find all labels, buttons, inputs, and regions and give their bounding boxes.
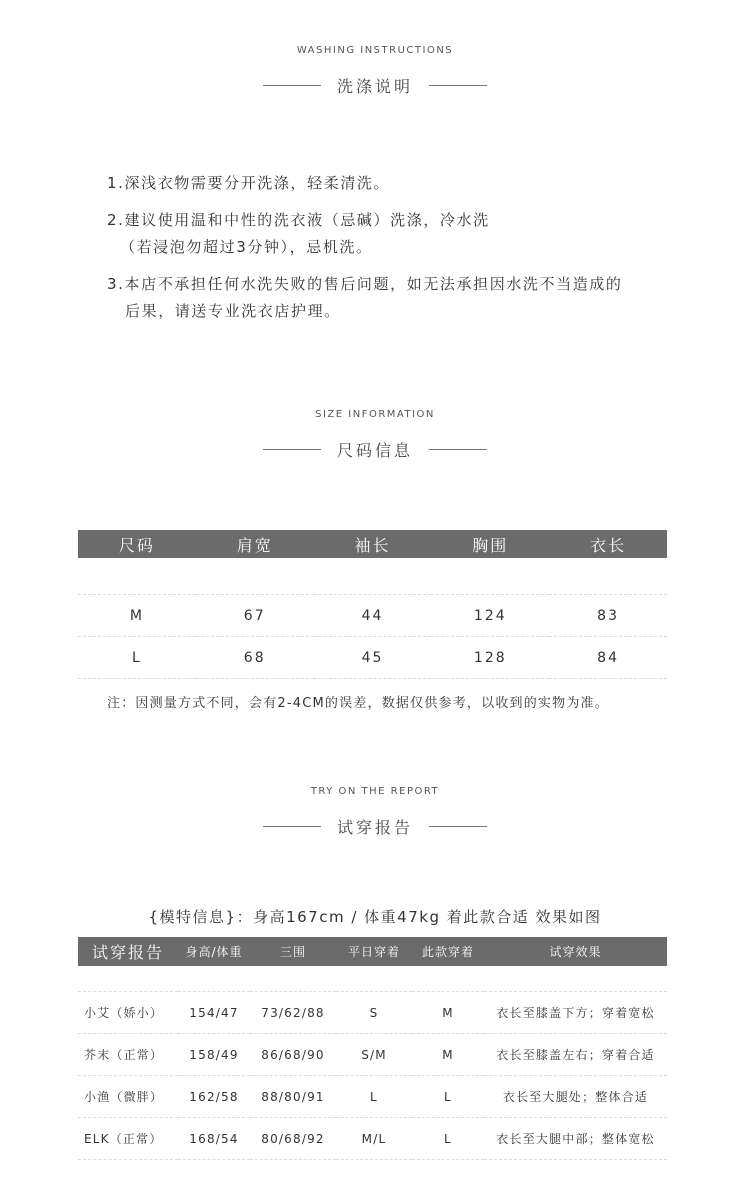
usual-size-cell: S — [336, 992, 412, 1034]
wash-item-2-line-2: （若浸泡勿超过3分钟），忌机洗。 — [120, 238, 373, 256]
model-name-cell: 小艾（娇小） — [78, 992, 178, 1034]
size-header-cell: 肩宽 — [196, 530, 314, 558]
divider-left — [263, 449, 321, 450]
try-header-cell: 三围 — [250, 937, 336, 966]
table-spacer-row — [78, 966, 667, 992]
size-title-row — [0, 438, 750, 461]
sleeve-cell: 44 — [314, 595, 432, 637]
height-weight-cell: 158/49 — [178, 1034, 250, 1076]
table-row — [78, 1034, 667, 1076]
try-on-title-row — [0, 815, 750, 838]
size-header-cell: 尺码 — [78, 530, 196, 558]
size-cn-title: 尺码信息 — [336, 441, 413, 460]
fit-effect-cell: 衣长至膝盖左右；穿着合适 — [484, 1034, 667, 1076]
measurements-cell: 73/62/88 — [250, 992, 336, 1034]
model-info: {模特信息}：身高167cm / 体重47kg 着此款合适 效果如图 — [148, 908, 602, 926]
fit-effect-cell: 衣长至大腿处；整体合适 — [484, 1076, 667, 1118]
try-on-cn-title: 试穿报告 — [336, 818, 413, 837]
try-on-en-title: TRY ON THE REPORT — [310, 786, 440, 797]
size-header-cell: 胸围 — [431, 530, 549, 558]
height-weight-cell: 162/58 — [178, 1076, 250, 1118]
size-en-title: SIZE INFORMATION — [315, 409, 435, 420]
washing-cn-title: 洗涤说明 — [336, 77, 413, 96]
this-size-cell: M — [412, 992, 484, 1034]
this-size-cell: L — [412, 1076, 484, 1118]
sleeve-cell: 45 — [314, 637, 432, 679]
try-header-cell: 试穿效果 — [484, 937, 667, 966]
size-table — [78, 530, 667, 679]
washing-en-title: WASHING INSTRUCTIONS — [296, 45, 454, 56]
size-cell: L — [78, 637, 196, 679]
try-header-cell: 此款穿着 — [412, 937, 484, 966]
size-table-header — [78, 530, 667, 558]
usual-size-cell: L — [336, 1076, 412, 1118]
divider-left — [263, 826, 321, 827]
height-weight-cell: 168/54 — [178, 1118, 250, 1160]
model-name-cell: ELK（正常） — [78, 1118, 178, 1160]
try-table-header — [78, 937, 667, 966]
model-name-cell: 芥末（正常） — [78, 1034, 178, 1076]
try-header-cell: 平日穿着 — [336, 937, 412, 966]
table-row — [78, 1118, 667, 1160]
shoulder-cell: 68 — [196, 637, 314, 679]
wash-item-1: 1.深浅衣物需要分开洗涤，轻柔清洗。 — [107, 174, 391, 192]
table-row — [78, 992, 667, 1034]
try-on-table — [78, 937, 667, 1160]
size-header-cell: 衣长 — [549, 530, 667, 558]
wash-item-3-line-2: 后果，请送专业洗衣店护理。 — [125, 302, 341, 320]
this-size-cell: M — [412, 1034, 484, 1076]
fit-effect-cell: 衣长至大腿中部；整体宽松 — [484, 1118, 667, 1160]
try-header-cell: 身高/体重 — [178, 937, 250, 966]
chest-cell: 124 — [431, 595, 549, 637]
divider-left — [263, 85, 321, 86]
model-name-cell: 小渔（微胖） — [78, 1076, 178, 1118]
height-weight-cell: 154/47 — [178, 992, 250, 1034]
divider-right — [429, 449, 487, 450]
table-row — [78, 595, 667, 637]
measurements-cell: 88/80/91 — [250, 1076, 336, 1118]
length-cell: 84 — [549, 637, 667, 679]
this-size-cell: L — [412, 1118, 484, 1160]
divider-right — [429, 826, 487, 827]
table-spacer-row — [78, 558, 667, 595]
wash-item-2-line-1: 2.建议使用温和中性的洗衣液（忌碱）洗涤，冷水洗 — [107, 211, 490, 229]
wash-item-3-line-1: 3.本店不承担任何水洗失败的售后问题，如无法承担因水洗不当造成的 — [107, 275, 623, 293]
usual-size-cell: M/L — [336, 1118, 412, 1160]
size-header-cell: 袖长 — [314, 530, 432, 558]
length-cell: 83 — [549, 595, 667, 637]
chest-cell: 128 — [431, 637, 549, 679]
size-note: 注：因测量方式不同，会有2-4CM的误差，数据仅供参考，以收到的实物为准。 — [107, 696, 609, 711]
shoulder-cell: 67 — [196, 595, 314, 637]
try-header-cell: 试穿报告 — [78, 937, 178, 966]
washing-instructions — [107, 170, 687, 325]
divider-right — [429, 85, 487, 86]
measurements-cell: 80/68/92 — [250, 1118, 336, 1160]
usual-size-cell: S/M — [336, 1034, 412, 1076]
table-row — [78, 1076, 667, 1118]
washing-title-row — [0, 74, 750, 97]
table-row — [78, 637, 667, 679]
fit-effect-cell: 衣长至膝盖下方；穿着宽松 — [484, 992, 667, 1034]
measurements-cell: 86/68/90 — [250, 1034, 336, 1076]
size-cell: M — [78, 595, 196, 637]
